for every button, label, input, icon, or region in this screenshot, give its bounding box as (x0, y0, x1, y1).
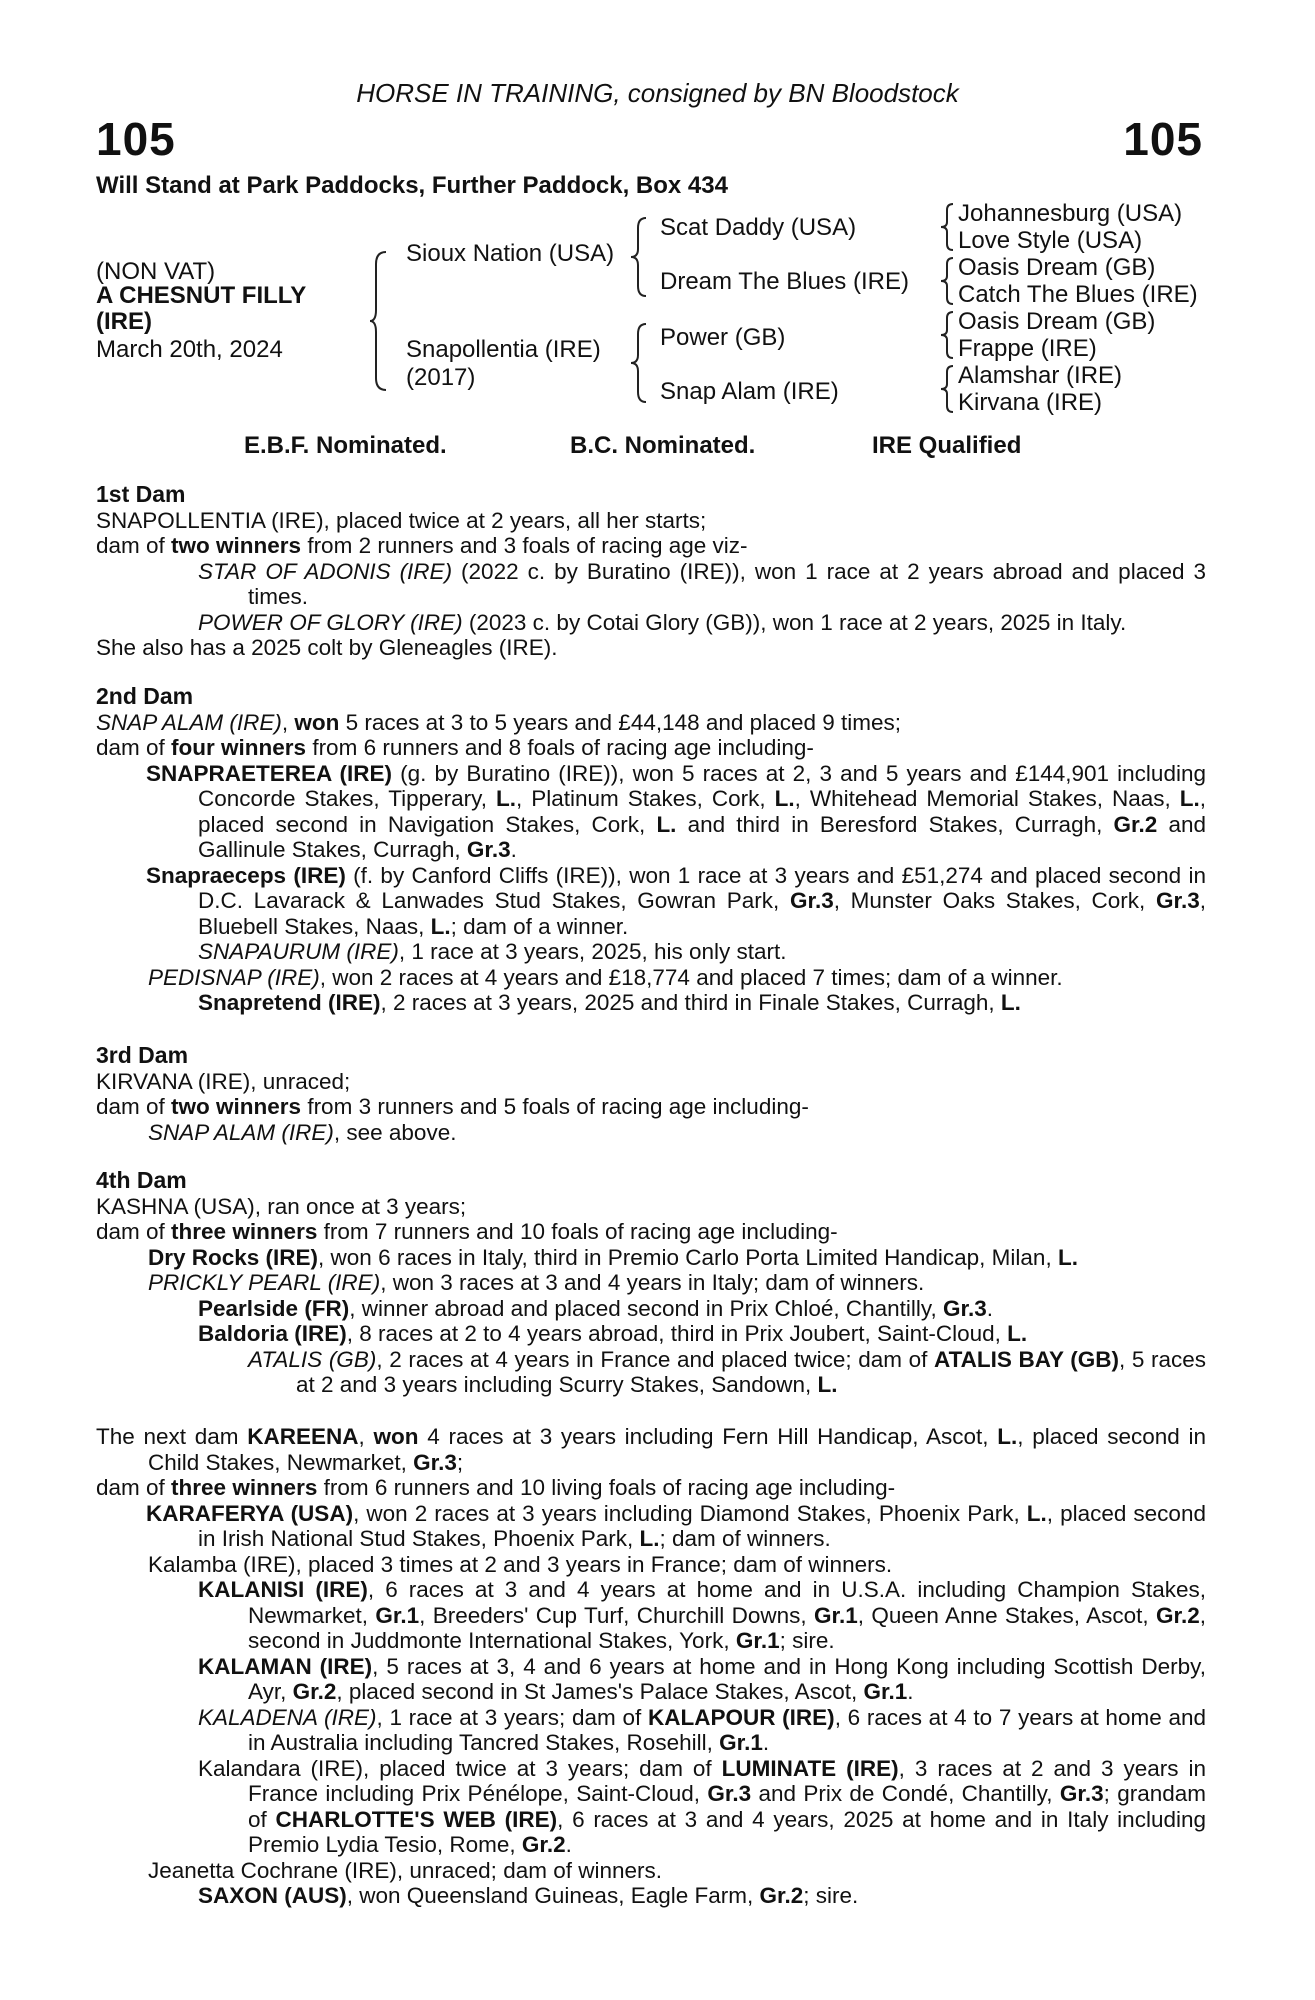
grade: L. (1057, 1244, 1078, 1270)
grade: L. (430, 913, 451, 939)
grade: Gr.3 (1059, 1781, 1104, 1806)
produce-record: (2023 c. by Cotai Glory (GB)), won 1 race at 2 years, 2025 in Italy. (462, 609, 1127, 635)
text: , placed second in Navigation Stakes, Cork, (198, 786, 1206, 837)
text: , Breeders' Cup Turf, Churchill Downs, (419, 1602, 814, 1628)
text: dam of (96, 1094, 172, 1119)
vat-status: (NON VAT) (96, 258, 216, 285)
next-dam-section (96, 1424, 1206, 1909)
produce-name: Snapretend (IRE) (198, 990, 381, 1015)
text: , 6 races at 3 and 4 years, 2025 at home and in Italy including Premio Lydia Tesio, Rome, (248, 1806, 1206, 1857)
text: , 2 races at 4 years in France and placed twice; dam of (376, 1346, 935, 1372)
text: , won 6 races in Italy, third in Premio Carlo Porta Limited Handicap, Milan, (318, 1244, 1058, 1270)
pedigree-dds: Alamshar (IRE) (958, 362, 1123, 389)
lot-number-left: 105 (96, 113, 176, 165)
text: , 6 races at 4 to 7 years at home and in Australia including Tancred Stakes, Rosehill, (248, 1704, 1206, 1755)
pedigree-sss: Johannesburg (USA) (958, 200, 1183, 227)
first-dam-produce-summary (96, 533, 1206, 559)
pedigree-sire-dam: Dream The Blues (IRE) (660, 268, 909, 295)
text: dam of (96, 1475, 172, 1500)
pedigree-dam: Snapollentia (IRE) (406, 336, 601, 363)
pedigree-sire: Sioux Nation (USA) (406, 240, 615, 267)
produce-entry (96, 1321, 1206, 1347)
produce-name: SNAPAURUM (IRE) (198, 939, 399, 964)
produce-entry (96, 939, 1206, 965)
text: and third in Beresford Stakes, Curragh, (676, 811, 1114, 837)
second-dam-section (96, 684, 1206, 1016)
text: ; dam of a winner. (450, 913, 629, 939)
pedigree-dam-year: (2017) (406, 364, 476, 391)
text: from 3 runners and 5 foals of racing age including- (301, 1094, 809, 1119)
grade: Gr.3 (466, 837, 511, 862)
text: , Munster Oaks Stakes, Cork, (833, 888, 1156, 913)
pedigree-brace-ds (938, 310, 956, 360)
grade: L. (495, 786, 516, 811)
pedigree-dss: Oasis Dream (GB) (958, 308, 1156, 335)
grade: L. (1179, 786, 1200, 811)
produce-name: KALAPOUR (IRE) (647, 1704, 835, 1730)
text: , 3 races at 2 and 3 years in France including Prix Pénélope, Saint-Cloud, (248, 1755, 1206, 1806)
text: , placed second in St James's Palace Stakes, Ascot, (336, 1679, 864, 1704)
grade: L. (639, 1526, 660, 1551)
produce-entry (96, 1270, 1206, 1296)
grade: Gr.3 (1155, 888, 1200, 913)
second-dam-record (96, 710, 1206, 736)
text: , second in Juddmonte International Stakes, York, (248, 1602, 1207, 1653)
text: and Gallinule Stakes, Curragh, (198, 811, 1206, 862)
pedigree-sire-sire: Scat Daddy (USA) (660, 214, 857, 241)
text: . (565, 1832, 572, 1857)
produce-name: KALANISI (IRE) (198, 1577, 368, 1602)
produce-entry: Kalamba (IRE), placed 3 times at 2 and 3 years in France; dam of winners. (148, 1551, 893, 1577)
grade: Gr.3 (942, 1295, 987, 1321)
text: , 2 races at 3 years, 2025 and third in Finale Stakes, Curragh, (380, 990, 1001, 1015)
produce-entry (96, 1654, 1206, 1705)
winners-count: three winners (171, 1219, 318, 1244)
next-dam-record (96, 1424, 1206, 1475)
text: (f. by Canford Cliffs (IRE)), won 1 race at 3 years and £51,274 and placed second in D.C. Lavarack & Lanwades Stud Stakes, Gowran Park, (198, 862, 1206, 913)
produce-name: SNAPRAETEREA (IRE) (146, 760, 393, 786)
produce-name: ATALIS BAY (GB) (934, 1346, 1119, 1372)
fourth-dam-produce-summary (96, 1219, 1206, 1245)
text: 4 races at 3 years including Fern Hill Handicap, Ascot, (418, 1424, 998, 1449)
text: ; (456, 1449, 464, 1475)
grade: Gr.1 (719, 1730, 763, 1755)
text: won (294, 709, 340, 735)
text: , placed second in Irish National Stud Stakes, Phoenix Park, (198, 1500, 1206, 1551)
grade: L. (774, 786, 795, 811)
produce-entry (96, 965, 1206, 991)
third-dam-section (96, 1043, 1206, 1145)
pedigree-dam-sire: Power (GB) (660, 324, 786, 351)
dam-name: SNAP ALAM (IRE) (96, 709, 282, 735)
text: . (510, 837, 517, 862)
grade: Gr.2 (759, 1883, 804, 1908)
text: The next dam (96, 1424, 248, 1449)
first-dam-section (96, 482, 1206, 661)
produce-entry (96, 1577, 1206, 1654)
pedigree-brace-dd (938, 364, 956, 414)
text: and Prix de Condé, Chantilly, (751, 1781, 1060, 1806)
grade: Gr.2 (292, 1679, 337, 1704)
produce-entry (96, 1756, 1206, 1858)
produce-name: Snapraeceps (IRE) (146, 862, 346, 888)
produce-name: Pearlside (FR) (198, 1295, 350, 1321)
text: , 5 races at 3, 4 and 6 years at home and in Hong Kong including Scottish Derby, Ayr, (248, 1653, 1206, 1704)
text: , won Queensland Guineas, Eagle Farm, (346, 1883, 760, 1908)
text: , won 2 races at 3 years including Diamond Stakes, Phoenix Park, (353, 1500, 1027, 1526)
next-dam-produce-summary (96, 1475, 1206, 1501)
horse-country: (IRE) (96, 308, 152, 335)
pedigree-brace-ss (938, 202, 956, 252)
first-dam-note: She also has a 2025 colt by Gleneagles (IRE). (96, 635, 558, 660)
produce-name: POWER OF GLORY (IRE) (198, 609, 463, 635)
produce-name: PEDISNAP (IRE) (148, 964, 320, 990)
text: . (907, 1679, 914, 1704)
text: (g. by Buratino (IRE)), won 5 races at 2, 3 and 5 years and £144,901 including Concorde Stakes, Tipperary, (198, 760, 1206, 811)
text: , Bluebell Stakes, Naas, (198, 888, 1206, 939)
text: from 2 runners and 3 foals of racing age viz- (301, 533, 748, 558)
third-dam-record: KIRVANA (IRE), unraced; (96, 1068, 351, 1094)
produce-entry (96, 610, 1206, 636)
text: , won 3 races at 3 and 4 years in Italy; dam of winners. (380, 1270, 925, 1295)
grade: L. (997, 1424, 1018, 1449)
fourth-dam-heading: 4th Dam (96, 1167, 187, 1193)
text: , Queen Anne Stakes, Ascot, (857, 1602, 1156, 1628)
grade: Gr.3 (789, 888, 834, 913)
text: Kalandara (IRE), placed twice at 3 years; dam of (198, 1755, 722, 1781)
produce-name: SAXON (AUS) (198, 1883, 347, 1908)
text: . (762, 1730, 770, 1755)
ire-qualified: IRE Qualified (872, 432, 1022, 459)
grade: Gr.2 (1113, 811, 1158, 837)
produce-entry (96, 761, 1206, 863)
produce-name: Baldoria (IRE) (198, 1321, 347, 1346)
produce-entry (96, 1296, 1206, 1322)
produce-name: KARAFERYA (USA) (146, 1500, 354, 1526)
grade: L. (1007, 1321, 1028, 1346)
pedigree-ssd: Love Style (USA) (958, 227, 1143, 254)
produce-name: CHARLOTTE'S WEB (IRE) (275, 1806, 558, 1832)
bc-nomination: B.C. Nominated. (570, 432, 756, 459)
text: from 7 runners and 10 foals of racing age including- (317, 1219, 838, 1244)
text: , (358, 1424, 374, 1449)
produce-entry (96, 559, 1206, 610)
ebf-nomination: E.B.F. Nominated. (244, 432, 447, 459)
produce-name: LUMINATE (IRE) (721, 1755, 899, 1781)
third-dam-produce-summary (96, 1094, 1206, 1120)
produce-name: PRICKLY PEARL (IRE) (148, 1270, 381, 1295)
text: ; sire. (803, 1883, 859, 1908)
text: , 8 races at 2 to 4 years abroad, third in Prix Joubert, Saint-Cloud, (346, 1321, 1008, 1346)
pedigree-dsd: Frappe (IRE) (958, 335, 1097, 362)
fourth-dam-section (96, 1168, 1206, 1398)
text: ; grandam of (248, 1781, 1207, 1832)
produce-name: KALADENA (IRE) (198, 1704, 377, 1730)
grade: Gr.1 (863, 1679, 908, 1704)
grade: L. (1000, 990, 1021, 1015)
text: , (281, 709, 295, 735)
text: , Whitehead Memorial Stakes, Naas, (794, 786, 1180, 811)
produce-name: SNAP ALAM (IRE) (148, 1119, 334, 1145)
produce-name: Dry Rocks (IRE) (148, 1244, 319, 1270)
produce-entry (96, 863, 1206, 940)
second-dam-produce-summary (96, 735, 1206, 761)
third-dam-heading: 3rd Dam (96, 1042, 189, 1068)
first-dam-heading: 1st Dam (96, 481, 186, 507)
text: won (373, 1424, 419, 1449)
grade: Gr.1 (735, 1628, 780, 1653)
produce-entry (96, 1245, 1206, 1271)
pedigree-sdd: Catch The Blues (IRE) (958, 281, 1198, 308)
text: , 1 race at 3 years; dam of (376, 1704, 648, 1730)
grade: L. (817, 1372, 838, 1397)
grade: Gr.3 (413, 1449, 457, 1475)
produce-entry (96, 1705, 1206, 1756)
grade: L. (1026, 1500, 1047, 1526)
text: from 6 runners and 8 foals of racing age including- (306, 735, 814, 760)
winners-count: two winners (171, 533, 302, 558)
text: , placed second in Child Stakes, Newmarket, (148, 1424, 1207, 1475)
pedigree-brace-sire (628, 216, 650, 298)
first-dam-record: SNAPOLLENTIA (IRE), placed twice at 2 years, all her starts; (96, 507, 707, 533)
winners-count: four winners (171, 735, 307, 760)
text: from 6 runners and 10 living foals of racing age including- (317, 1475, 896, 1500)
text: , 6 races at 3 and 4 years at home and in U.S.A. including Champion Stakes, Newmarket, (248, 1577, 1206, 1628)
text: , won 2 races at 4 years and £18,774 and placed 7 times; dam of a winner. (319, 964, 1063, 990)
lot-number-right: 105 (1123, 113, 1203, 165)
text: , winner abroad and placed second in Prix Chloé, Chantilly, (349, 1295, 943, 1321)
fourth-dam-record: KASHNA (USA), ran once at 3 years; (96, 1193, 467, 1219)
pedigree-brace-sd (938, 256, 956, 306)
second-dam-heading: 2nd Dam (96, 683, 194, 709)
text: dam of (96, 735, 172, 760)
pedigree-sds: Oasis Dream (GB) (958, 254, 1156, 281)
grade: Gr.2 (1155, 1602, 1200, 1628)
produce-entry (96, 1120, 1206, 1146)
dam-name: KAREENA (247, 1424, 359, 1449)
winners-count: two winners (171, 1094, 302, 1119)
produce-entry: Jeanetta Cochrane (IRE), unraced; dam of winners. (148, 1857, 663, 1883)
text: , 1 race at 3 years, 2025, his only start. (398, 939, 787, 964)
horse-dob: March 20th, 2024 (96, 336, 283, 363)
grade: Gr.2 (521, 1832, 566, 1857)
produce-name: ATALIS (GB) (248, 1346, 377, 1372)
grade: Gr.1 (375, 1602, 420, 1628)
pedigree-dam-dam: Snap Alam (IRE) (660, 378, 839, 405)
text: dam of (96, 1219, 172, 1244)
text: . (986, 1295, 994, 1321)
pedigree-brace-main (368, 250, 392, 392)
text: , Platinum Stakes, Cork, (515, 786, 775, 811)
text: , see above. (333, 1119, 457, 1145)
text: ; sire. (779, 1628, 835, 1653)
produce-entry (96, 1347, 1206, 1398)
horse-name: A CHESNUT FILLY (96, 282, 307, 309)
text: ; dam of winners. (659, 1526, 831, 1551)
text: 5 races at 3 to 5 years and £44,148 and placed 9 times; (339, 709, 902, 735)
stand-location: Will Stand at Park Paddocks, Further Paddock, Box 434 (96, 172, 728, 199)
produce-entry (96, 990, 1206, 1016)
grade: Gr.1 (813, 1602, 858, 1628)
text: , 5 races at 2 and 3 years including Scurry Stakes, Sandown, (296, 1346, 1206, 1397)
text: dam of (96, 533, 172, 558)
pedigree-brace-dam (628, 322, 650, 404)
winners-count: three winners (171, 1475, 318, 1500)
produce-name: KALAMAN (IRE) (198, 1653, 373, 1679)
grade: L. (656, 811, 677, 837)
pedigree-ddd: Kirvana (IRE) (958, 389, 1103, 416)
grade: Gr.3 (707, 1781, 752, 1806)
produce-name: STAR OF ADONIS (IRE) (198, 558, 453, 584)
produce-entry (96, 1883, 1206, 1909)
produce-record: (2022 c. by Buratino (IRE)), won 1 race at 2 years abroad and placed 3 times. (248, 558, 1206, 609)
produce-entry (96, 1501, 1206, 1552)
catalogue-header: HORSE IN TRAINING, consigned by BN Bloodstock (356, 78, 959, 108)
